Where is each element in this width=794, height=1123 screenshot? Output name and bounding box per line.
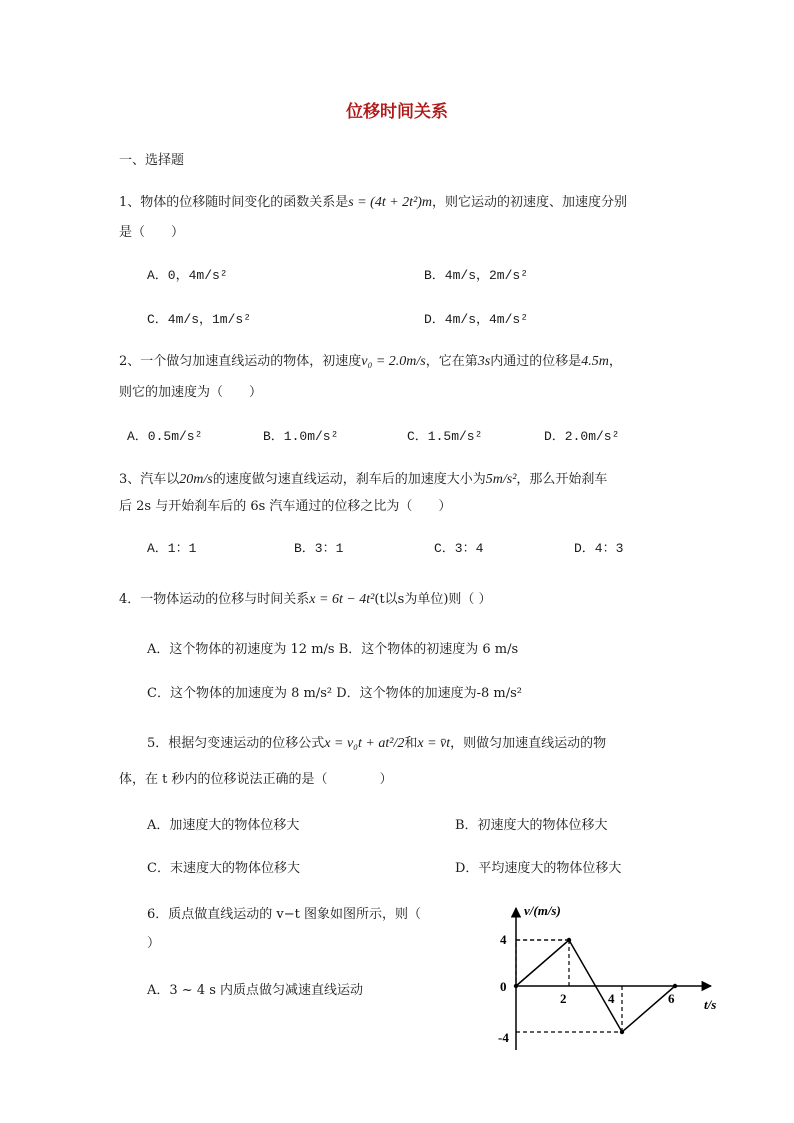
x-axis-label: t/s (704, 997, 717, 1012)
x-tick-label: 2 (560, 991, 567, 1006)
q2-option-a[interactable]: A．0.5m/s² (127, 429, 203, 444)
q3-option-d[interactable]: D．4：3 (574, 541, 624, 556)
data-point (620, 1030, 624, 1034)
q1-option-b[interactable]: B．4m/s，2m/s² (424, 268, 529, 283)
q3-option-b[interactable]: B．3：1 (294, 541, 344, 556)
q5-option-b[interactable]: B．初速度大的物体位移大 (455, 818, 608, 833)
question-2-stem-cont: 则它的加速度为（ ） (119, 385, 263, 400)
x-tick-label: 6 (668, 991, 675, 1006)
q1-option-d[interactable]: D．4m/s，4m/s² (424, 312, 529, 327)
question-6-stem-cont: ） (147, 936, 161, 951)
page-title: 位移时间关系 (346, 102, 448, 122)
question-5-stem: 5．根据匀变速运动的位移公式x = v₀t + at²/2和x = v̄t，则做匀加速直线运动的物 (147, 736, 607, 751)
q6-option-a[interactable]: A．3 ~ 4 s 内质点做匀减速直线运动 (147, 983, 364, 998)
data-point (514, 984, 518, 988)
y-axis-label: v/(m/s) (524, 903, 561, 918)
data-point (567, 938, 571, 942)
q1-option-c[interactable]: C．4m/s，1m/s² (147, 312, 252, 327)
q2-option-c[interactable]: C．1.5m/s² (407, 429, 483, 444)
section-heading: 一、选择题 (119, 153, 185, 168)
y-tick-label: -4 (498, 1030, 509, 1045)
question-1-stem-cont: 是（ ） (119, 225, 185, 240)
q2-option-b[interactable]: B．1.0m/s² (263, 429, 339, 444)
question-3-stem-cont: 后 2s 与开始刹车后的 6s 汽车通过的位移之比为（ ） (119, 499, 452, 514)
q2-option-d[interactable]: D．2.0m/s² (544, 429, 620, 444)
q5-option-a[interactable]: A．加速度大的物体位移大 (147, 818, 300, 833)
q5-option-d[interactable]: D．平均速度大的物体位移大 (455, 861, 622, 876)
question-6-stem: 6．质点做直线运动的 v−t 图象如图所示，则（ (147, 907, 421, 922)
vt-graph (488, 895, 738, 1055)
q1-formula: s = (4t + 2t²)m (348, 195, 433, 210)
question-2-stem: 2、一个做匀加速直线运动的物体，初速度v₀ = 2.0m/s，它在第3s内通过的位移是4.5m， (119, 354, 622, 369)
x-tick-label: 4 (608, 991, 615, 1006)
question-4-stem: 4．一物体运动的位移与时间关系x = 6t − 4t²(t以s为单位)则（ ） (119, 592, 492, 607)
data-point (673, 984, 677, 988)
question-1-stem: 1、物体的位移随时间变化的函数关系是s = (4t + 2t²)m，则它运动的初速度、加速度分别 (119, 195, 628, 210)
question-3-stem: 3、汽车以20m/s的速度做匀速直线运动，刹车后的加速度大小为5m/s²，那么开始刹车 (119, 472, 608, 487)
q5-option-c[interactable]: C．末速度大的物体位移大 (147, 861, 300, 876)
y-tick-label: 0 (500, 979, 507, 994)
q3-option-c[interactable]: C．3：4 (434, 541, 484, 556)
q3-option-a[interactable]: A．1：1 (147, 541, 197, 556)
q4-options-cd[interactable]: C．这个物体的加速度为 8 m/s² D．这个物体的加速度为-8 m/s² (147, 686, 523, 701)
q1-option-a[interactable]: A．0，4m/s² (147, 268, 228, 283)
question-5-stem-cont: 体，在 t 秒内的位移说法正确的是（ ） (119, 772, 393, 787)
y-tick-label: 4 (500, 932, 507, 947)
q4-options-ab[interactable]: A．这个物体的初速度为 12 m/s B．这个物体的初速度为 6 m/s (147, 642, 519, 657)
